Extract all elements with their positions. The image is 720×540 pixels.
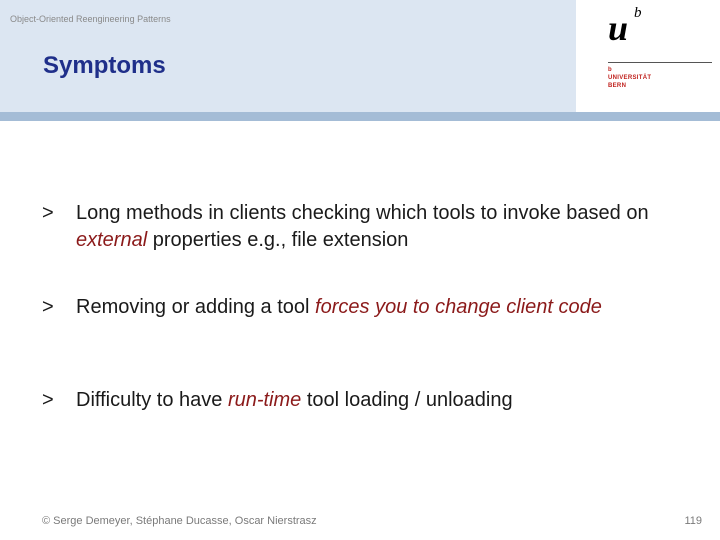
logo-line-1: UNIVERSITÄT bbox=[608, 75, 652, 81]
bullet-text-part: Difficulty to have bbox=[76, 389, 228, 411]
bullet-marker: > bbox=[42, 296, 54, 318]
bullet-emphasis: external bbox=[76, 229, 148, 251]
logo-line-2: BERN bbox=[608, 83, 627, 89]
bullet-text-part: tool loading / unloading bbox=[301, 389, 513, 411]
logo-text bbox=[608, 66, 651, 90]
logo-marker: b bbox=[608, 67, 612, 73]
logo-panel bbox=[576, 0, 720, 112]
bullet-text-part: Long methods in clients checking which tools to invoke based on bbox=[76, 202, 649, 224]
bullet-marker: > bbox=[42, 389, 54, 411]
bullet-text bbox=[76, 387, 686, 414]
bullet-emphasis: run-time bbox=[227, 389, 302, 411]
bullet-text-part: Removing or adding a tool bbox=[76, 296, 316, 318]
footer-credit: © Serge Demeyer, Stéphane Ducasse, Oscar Nierstrasz bbox=[42, 515, 317, 527]
logo-u-glyph: u bbox=[608, 8, 629, 48]
bullet-marker: > bbox=[42, 202, 54, 224]
header-band bbox=[0, 112, 720, 121]
bullet-text bbox=[76, 294, 686, 321]
course-title: Object-Oriented Reengineering Patterns bbox=[10, 14, 171, 24]
logo-rule bbox=[608, 62, 712, 63]
slide-title: Symptoms bbox=[43, 52, 166, 79]
bullet-text-part: properties e.g., file extension bbox=[147, 229, 409, 251]
bullet-text bbox=[76, 200, 686, 254]
logo-b-glyph: b bbox=[634, 5, 642, 21]
page-number: 119 bbox=[684, 515, 702, 527]
bullet-emphasis: forces you to change client code bbox=[315, 296, 602, 318]
